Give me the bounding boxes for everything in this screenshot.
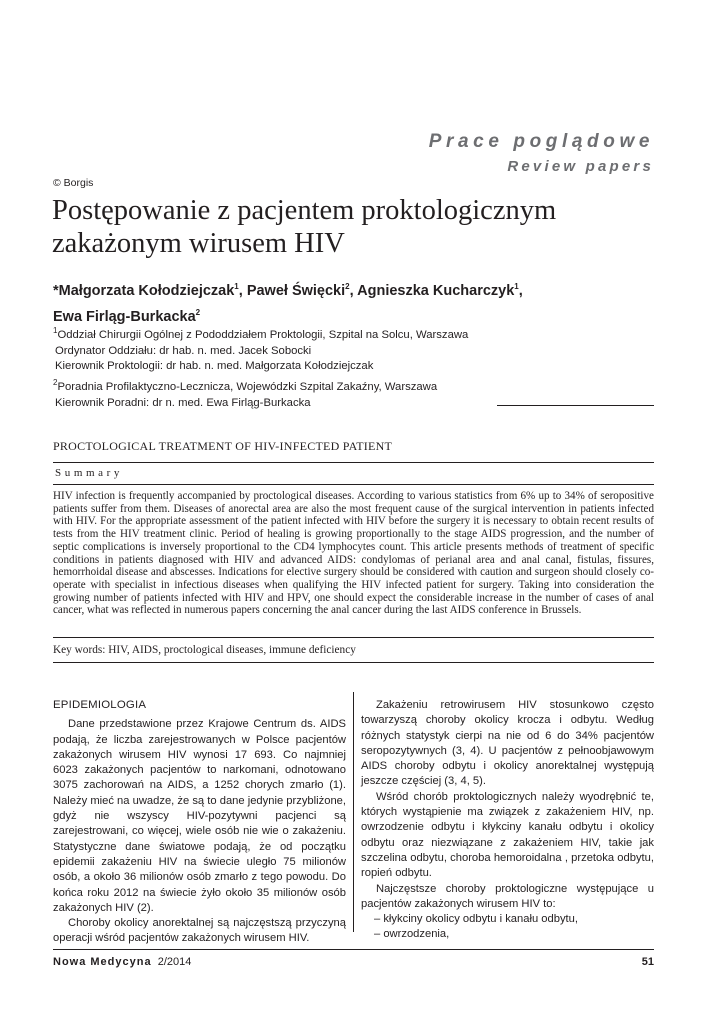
article-title-line-2: zakażonym wirusem HIV: [52, 228, 345, 259]
journal-name: Nowa Medycyna: [53, 956, 152, 968]
affiliation-text: Oddział Chirurgii Ogólnej z Pododdziałem Proktologii, Szpital na Solcu, Warszawa: [57, 328, 469, 341]
journal-issue: 2/2014: [157, 956, 192, 968]
copyright-notice: © Borgis: [53, 177, 94, 189]
affiliation-line: [53, 396, 468, 412]
body-paragraph: Wśród chorób proktologicznych należy wyodrębnić te, których wystąpienie ma związek z zakażeniem HIV, np. owrzodzenie odbytu i kłykciny kanału odbytu i okolicy odbytu oraz niezwiązane z zakażeniem HIV, takie jak szczelina odbytu, choroba hemoroidalna , przetoka odbytu, ropień odbytu.: [361, 790, 654, 880]
author-name: Ewa Firląg-Burkacka: [53, 308, 196, 325]
keywords-divider: [53, 662, 654, 663]
summary-label: Summary: [55, 467, 123, 479]
affiliation-mark: 1: [53, 326, 58, 335]
affiliations: [53, 323, 468, 412]
affiliation-line: [53, 323, 468, 344]
affiliation-text: Poradnia Profilaktyczno-Lecznicza, Wojewódzki Szpital Zakaźny, Warszawa: [57, 380, 438, 393]
affiliation-line: [53, 375, 468, 396]
affiliation-text: Ordynator Oddziału: dr hab. n. med. Jacek Sobocki: [55, 344, 312, 357]
author-list: [53, 276, 613, 328]
footer-divider: [53, 949, 654, 950]
keywords: Key words: HIV, AIDS, proctological diseases, immune deficiency: [53, 644, 356, 656]
english-title: PROCTOLOGICAL TREATMENT OF HIV-INFECTED PATIENT: [53, 439, 393, 453]
page-number: 51: [641, 956, 654, 968]
author-separator: ,: [238, 282, 247, 299]
author-name: *Małgorzata Kołodziejczak: [53, 282, 235, 299]
article-title-line-1: Postępowanie z pacjentem proktologicznym: [52, 195, 557, 226]
author-name: Agnieszka Kucharczyk: [357, 282, 515, 299]
journal-info: [53, 956, 191, 968]
author-affiliation-mark: 2: [345, 282, 350, 291]
summary-divider: [53, 484, 654, 485]
affiliation-text: Kierownik Poradni: dr n. med. Ewa Firląg-Burkacka: [55, 396, 311, 409]
body-paragraph: Choroby okolicy anorektalnej są najczęstszą przyczyną operacji wśród pacjentów zakażonych wirusem HIV.: [53, 917, 346, 945]
affiliation-line: [53, 359, 468, 375]
body-paragraph: Zakażeniu retrowirusem HIV stosunkowo często towarzyszą choroby okolicy krocza i odbytu. Według różnych statystyk cierpi na nie od 6 do 34% pacjentów seropozytywnych (3, 4). U pacjentów z pełnoobjawowym AIDS choroby odbytu i okolicy anorektalnej występują jeszcze częściej (3, 4, 5).: [361, 699, 654, 788]
section-heading-english: Review papers: [507, 158, 654, 175]
abstract-text: HIV infection is frequently accompanied by proctological diseases. According to various statistics from 6% up to 34% of seropositive patients suffer from them. Diseases of anorectal area are also the most frequent cause of the surgical intervention in patients infected with HIV. For the appropriate assessment of the patient infected with HIV before the surgery it is necessary to obtain recent results of tests from the HIV treatment clinic. Period of healing is growing proportionally to the stage AIDS progression, and the number of septic complications is inversely proportional to the CD4 lymphocytes count. This article presents methods of treatment of specific conditions in patients diagnosed with HIV and advanced AIDS: condylomas of perianal area and anal canal, fistulas, fissures, hemorrhoidal disease and abscesses. Indications for elective surgery should be considered with caution and surgeon should closely co-operate with specialist in infectious diseases when qualifying the HIV infected patient for surgery. Taking into consideration the growing number of patients infected with HIV and HPV, one should expect the considerable increase in the number of cases of anal cancer, what was reflected in numerous papers concerning the anal cancer during the last AIDS conference in Brussels.: [53, 490, 654, 617]
body-column-right: [361, 698, 654, 943]
author-separator: ,: [349, 282, 358, 299]
body-paragraph: Najczęstsze choroby proktologiczne występujące u pacjentów zakażonych wirusem HIV to:: [361, 882, 654, 910]
article-title: [52, 194, 662, 260]
affiliation-text: Kierownik Proktologii: dr hab. n. med. Małgorzata Kołodziejczak: [55, 360, 374, 373]
section-heading-polish: Prace poglądowe: [428, 131, 654, 152]
abstract-divider: [53, 637, 654, 638]
body-paragraph: Dane przedstawione przez Krajowe Centrum ds. AIDS podają, że liczba zarejestrowanych w Polsce pacjentów zakażonych wirusem HIV wynosi 17 693. Co najmniej 6023 zakażonych pacjentów to narkomani, odnotowano 3075 zachorowań na AIDS, a 1252 chorych zmarło (1). Należy mieć na uwadze, że są to dane jedynie przybliżone, gdyż nie wszyscy HIV-pozytywni pacjenci są zarejestrowani, co więcej, wiele osób nie wie o zakażeniu. Statystyczne dane światowe podają, że od początku epidemii zakażeniu HIV na świecie uległo 75 milionów osób, a około 36 milionów osób zmarło z tego powodu. Do końca roku 2012 na świecie żyło około 35 milionów osób zakażonych HIV (2).: [53, 718, 346, 914]
author-affiliation-mark: 1: [514, 282, 519, 291]
column-divider: [353, 692, 354, 932]
list-item: – owrzodzenia,: [374, 928, 450, 941]
author-name: Paweł Święcki: [246, 282, 346, 299]
title-divider: [53, 462, 654, 463]
affiliation-line: [53, 344, 468, 360]
author-affiliation-mark: 2: [195, 307, 201, 317]
author-separator: ,: [518, 282, 523, 299]
list-item: – kłykciny okolicy odbytu i kanału odbytu,: [374, 913, 578, 926]
affiliation-divider: [497, 405, 654, 406]
author-affiliation-mark: 1: [234, 282, 239, 291]
affiliation-mark: 2: [53, 378, 58, 388]
body-column-left: [53, 698, 346, 947]
section-heading: EPIDEMIOLOGIA: [53, 699, 147, 711]
